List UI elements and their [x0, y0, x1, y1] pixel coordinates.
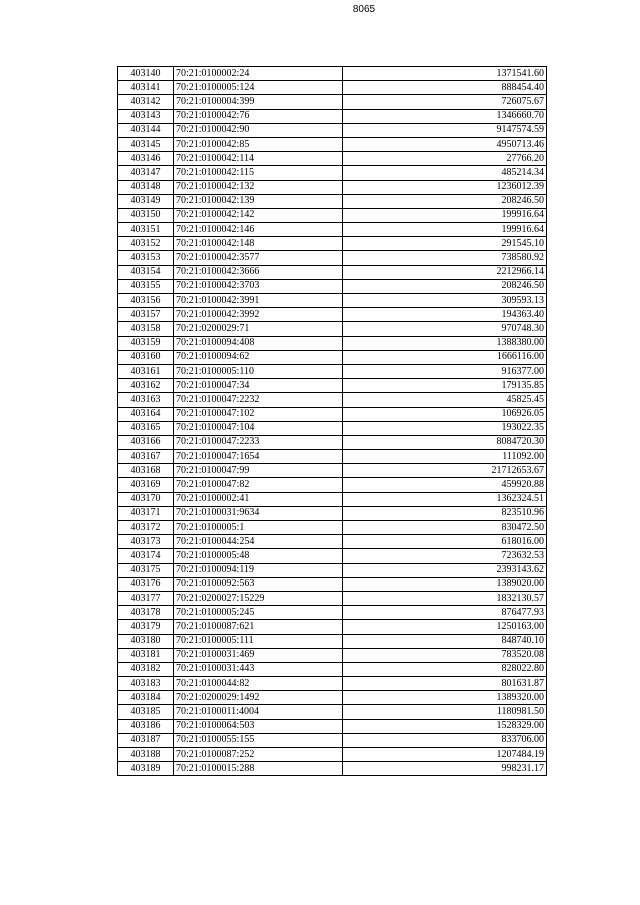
row-number-cell: 403166 — [118, 435, 174, 449]
cadastral-value-cell: 876477.93 — [343, 606, 547, 620]
cadastral-value-cell: 1666116.00 — [343, 350, 547, 364]
table-row — [118, 748, 547, 762]
cadastral-number-cell: 70:21:0100042:142 — [174, 208, 343, 222]
cadastral-number-cell: 70:21:0100005:1 — [174, 521, 343, 535]
table-row — [118, 166, 547, 180]
table-row — [118, 364, 547, 378]
row-number-cell: 403143 — [118, 109, 174, 123]
cadastral-value-cell: 179135.85 — [343, 379, 547, 393]
table-row — [118, 719, 547, 733]
cadastral-value-cell: 9147574.59 — [343, 123, 547, 137]
table-body — [118, 67, 547, 776]
row-number-cell: 403147 — [118, 166, 174, 180]
table-row — [118, 662, 547, 676]
table-row — [118, 435, 547, 449]
cadastral-value-cell: 1388380.00 — [343, 336, 547, 350]
cadastral-number-cell: 70:21:0200027:15229 — [174, 591, 343, 605]
cadastral-value-cell: 1389320.00 — [343, 691, 547, 705]
row-number-cell: 403172 — [118, 521, 174, 535]
table-row — [118, 407, 547, 421]
cadastral-number-cell: 70:21:0100042:3703 — [174, 279, 343, 293]
row-number-cell: 403171 — [118, 506, 174, 520]
cadastral-number-cell: 70:21:0100005:124 — [174, 81, 343, 95]
cadastral-number-cell: 70:21:0100042:139 — [174, 194, 343, 208]
cadastral-number-cell: 70:21:0100042:76 — [174, 109, 343, 123]
cadastral-number-cell: 70:21:0100004:399 — [174, 95, 343, 109]
cadastral-number-cell: 70:21:0100047:104 — [174, 421, 343, 435]
row-number-cell: 403141 — [118, 81, 174, 95]
cadastral-number-cell: 70:21:0100005:110 — [174, 364, 343, 378]
cadastral-value-cell: 8084720.30 — [343, 435, 547, 449]
table-row — [118, 691, 547, 705]
cadastral-number-cell: 70:21:0100047:102 — [174, 407, 343, 421]
cadastral-number-cell: 70:21:0100042:3666 — [174, 265, 343, 279]
cadastral-value-cell: 193022.35 — [343, 421, 547, 435]
row-number-cell: 403158 — [118, 322, 174, 336]
cadastral-number-cell: 70:21:0100047:82 — [174, 478, 343, 492]
cadastral-number-cell: 70:21:0100047:2232 — [174, 393, 343, 407]
cadastral-value-cell: 783520.08 — [343, 648, 547, 662]
table-row — [118, 379, 547, 393]
cadastral-value-cell: 1389020.00 — [343, 577, 547, 591]
table-row — [118, 762, 547, 776]
cadastral-value-cell: 21712653.67 — [343, 464, 547, 478]
table-row — [118, 308, 547, 322]
cadastral-number-cell: 70:21:0100042:148 — [174, 237, 343, 251]
cadastral-number-cell: 70:21:0100047:2233 — [174, 435, 343, 449]
table-row — [118, 109, 547, 123]
cadastral-number-cell: 70:21:0100055:155 — [174, 733, 343, 747]
table-row — [118, 677, 547, 691]
table-row — [118, 464, 547, 478]
row-number-cell: 403164 — [118, 407, 174, 421]
table-row — [118, 123, 547, 137]
row-number-cell: 403176 — [118, 577, 174, 591]
cadastral-value-cell: 828022.80 — [343, 662, 547, 676]
table-row — [118, 478, 547, 492]
table-row — [118, 606, 547, 620]
row-number-cell: 403178 — [118, 606, 174, 620]
table-row — [118, 492, 547, 506]
table-row — [118, 521, 547, 535]
table-row — [118, 152, 547, 166]
cadastral-number-cell: 70:21:0100092:563 — [174, 577, 343, 591]
cadastral-number-cell: 70:21:0100005:111 — [174, 634, 343, 648]
row-number-cell: 403177 — [118, 591, 174, 605]
table-row — [118, 322, 547, 336]
row-number-cell: 403146 — [118, 152, 174, 166]
row-number-cell: 403173 — [118, 535, 174, 549]
row-number-cell: 403175 — [118, 563, 174, 577]
row-number-cell: 403167 — [118, 450, 174, 464]
cadastral-value-cell: 801631.87 — [343, 677, 547, 691]
row-number-cell: 403181 — [118, 648, 174, 662]
table-row — [118, 336, 547, 350]
cadastral-number-cell: 70:21:0100031:443 — [174, 662, 343, 676]
table-row — [118, 563, 547, 577]
cadastral-value-table — [117, 66, 547, 776]
table-row — [118, 194, 547, 208]
cadastral-number-cell: 70:21:0100011:4004 — [174, 705, 343, 719]
cadastral-number-cell: 70:21:0100042:115 — [174, 166, 343, 180]
row-number-cell: 403184 — [118, 691, 174, 705]
table-row — [118, 535, 547, 549]
cadastral-value-cell: 199916.64 — [343, 223, 547, 237]
cadastral-number-cell: 70:21:0100094:119 — [174, 563, 343, 577]
table-row — [118, 95, 547, 109]
cadastral-number-cell: 70:21:0100044:82 — [174, 677, 343, 691]
row-number-cell: 403155 — [118, 279, 174, 293]
cadastral-number-cell: 70:21:0100002:41 — [174, 492, 343, 506]
cadastral-number-cell: 70:21:0100044:254 — [174, 535, 343, 549]
table-row — [118, 237, 547, 251]
cadastral-number-cell: 70:21:0100094:62 — [174, 350, 343, 364]
row-number-cell: 403187 — [118, 733, 174, 747]
row-number-cell: 403170 — [118, 492, 174, 506]
row-number-cell: 403160 — [118, 350, 174, 364]
cadastral-number-cell: 70:21:0100031:9634 — [174, 506, 343, 520]
table-row — [118, 450, 547, 464]
cadastral-value-cell: 970748.30 — [343, 322, 547, 336]
row-number-cell: 403179 — [118, 620, 174, 634]
cadastral-number-cell: 70:21:0200029:71 — [174, 322, 343, 336]
cadastral-number-cell: 70:21:0200029:1492 — [174, 691, 343, 705]
cadastral-number-cell: 70:21:0100064:503 — [174, 719, 343, 733]
row-number-cell: 403153 — [118, 251, 174, 265]
row-number-cell: 403157 — [118, 308, 174, 322]
row-number-cell: 403149 — [118, 194, 174, 208]
cadastral-number-cell: 70:21:0100005:48 — [174, 549, 343, 563]
row-number-cell: 403159 — [118, 336, 174, 350]
table-row — [118, 393, 547, 407]
cadastral-value-cell: 1528329.00 — [343, 719, 547, 733]
row-number-cell: 403144 — [118, 123, 174, 137]
table-row — [118, 620, 547, 634]
table-row — [118, 733, 547, 747]
cadastral-number-cell: 70:21:0100047:34 — [174, 379, 343, 393]
cadastral-value-cell: 618016.00 — [343, 535, 547, 549]
cadastral-value-cell: 194363.40 — [343, 308, 547, 322]
row-number-cell: 403183 — [118, 677, 174, 691]
cadastral-value-cell: 888454.40 — [343, 81, 547, 95]
cadastral-number-cell: 70:21:0100094:408 — [174, 336, 343, 350]
cadastral-value-cell: 4950713.46 — [343, 137, 547, 151]
table-row — [118, 591, 547, 605]
cadastral-value-cell: 726075.67 — [343, 95, 547, 109]
cadastral-value-cell: 485214.34 — [343, 166, 547, 180]
row-number-cell: 403150 — [118, 208, 174, 222]
cadastral-number-cell: 70:21:0100031:469 — [174, 648, 343, 662]
row-number-cell: 403152 — [118, 237, 174, 251]
table-row — [118, 180, 547, 194]
table-row — [118, 137, 547, 151]
row-number-cell: 403189 — [118, 762, 174, 776]
cadastral-value-cell: 199916.64 — [343, 208, 547, 222]
cadastral-number-cell: 70:21:0100042:132 — [174, 180, 343, 194]
row-number-cell: 403140 — [118, 67, 174, 81]
cadastral-value-cell: 1346660.70 — [343, 109, 547, 123]
cadastral-value-cell: 998231.17 — [343, 762, 547, 776]
cadastral-value-cell: 723632.53 — [343, 549, 547, 563]
table-row — [118, 648, 547, 662]
cadastral-value-cell: 823510.96 — [343, 506, 547, 520]
row-number-cell: 403165 — [118, 421, 174, 435]
cadastral-value-cell: 208246.50 — [343, 194, 547, 208]
cadastral-value-cell: 111092.00 — [343, 450, 547, 464]
cadastral-value-cell: 830472.50 — [343, 521, 547, 535]
row-number-cell: 403151 — [118, 223, 174, 237]
cadastral-value-cell: 106926.05 — [343, 407, 547, 421]
table-row — [118, 251, 547, 265]
cadastral-value-cell: 833706.00 — [343, 733, 547, 747]
cadastral-number-cell: 70:21:0100042:114 — [174, 152, 343, 166]
row-number-cell: 403168 — [118, 464, 174, 478]
table-row — [118, 577, 547, 591]
cadastral-number-cell: 70:21:0100047:1654 — [174, 450, 343, 464]
row-number-cell: 403145 — [118, 137, 174, 151]
cadastral-value-cell: 1207484.19 — [343, 748, 547, 762]
row-number-cell: 403142 — [118, 95, 174, 109]
row-number-cell: 403180 — [118, 634, 174, 648]
table-row — [118, 223, 547, 237]
cadastral-number-cell: 70:21:0100087:621 — [174, 620, 343, 634]
row-number-cell: 403148 — [118, 180, 174, 194]
cadastral-number-cell: 70:21:0100015:288 — [174, 762, 343, 776]
cadastral-value-cell: 738580.92 — [343, 251, 547, 265]
cadastral-value-cell: 459920.88 — [343, 478, 547, 492]
cadastral-value-cell: 1832130.57 — [343, 591, 547, 605]
row-number-cell: 403188 — [118, 748, 174, 762]
table-row — [118, 294, 547, 308]
cadastral-number-cell: 70:21:0100047:99 — [174, 464, 343, 478]
table-row — [118, 705, 547, 719]
row-number-cell: 403154 — [118, 265, 174, 279]
cadastral-value-cell: 1371541.60 — [343, 67, 547, 81]
row-number-cell: 403185 — [118, 705, 174, 719]
row-number-cell: 403162 — [118, 379, 174, 393]
cadastral-value-cell: 1250163.00 — [343, 620, 547, 634]
table-row — [118, 279, 547, 293]
row-number-cell: 403161 — [118, 364, 174, 378]
table-row — [118, 81, 547, 95]
page-number: 8065 — [352, 4, 376, 15]
cadastral-value-cell: 916377.00 — [343, 364, 547, 378]
cadastral-number-cell: 70:21:0100042:90 — [174, 123, 343, 137]
table-row — [118, 208, 547, 222]
cadastral-number-cell: 70:21:0100005:245 — [174, 606, 343, 620]
row-number-cell: 403186 — [118, 719, 174, 733]
cadastral-value-cell: 208246.50 — [343, 279, 547, 293]
table-row — [118, 506, 547, 520]
cadastral-number-cell: 70:21:0100042:3991 — [174, 294, 343, 308]
cadastral-number-cell: 70:21:0100042:85 — [174, 137, 343, 151]
cadastral-value-cell: 291545.10 — [343, 237, 547, 251]
cadastral-number-cell: 70:21:0100042:3992 — [174, 308, 343, 322]
cadastral-number-cell: 70:21:0100042:3577 — [174, 251, 343, 265]
cadastral-value-cell: 309593.13 — [343, 294, 547, 308]
cadastral-number-cell: 70:21:0100042:146 — [174, 223, 343, 237]
cadastral-value-cell: 848740.10 — [343, 634, 547, 648]
table-row — [118, 67, 547, 81]
cadastral-number-cell: 70:21:0100002:24 — [174, 67, 343, 81]
row-number-cell: 403174 — [118, 549, 174, 563]
cadastral-value-cell: 27766.20 — [343, 152, 547, 166]
table-row — [118, 634, 547, 648]
cadastral-value-cell: 2393143.62 — [343, 563, 547, 577]
row-number-cell: 403182 — [118, 662, 174, 676]
cadastral-value-cell: 45825.45 — [343, 393, 547, 407]
cadastral-number-cell: 70:21:0100087:252 — [174, 748, 343, 762]
row-number-cell: 403169 — [118, 478, 174, 492]
cadastral-value-cell: 1180981.50 — [343, 705, 547, 719]
cadastral-value-cell: 1362324.51 — [343, 492, 547, 506]
cadastral-value-cell: 1236012.39 — [343, 180, 547, 194]
table-row — [118, 421, 547, 435]
row-number-cell: 403163 — [118, 393, 174, 407]
cadastral-value-cell: 2212966.14 — [343, 265, 547, 279]
table-row — [118, 549, 547, 563]
table-row — [118, 265, 547, 279]
row-number-cell: 403156 — [118, 294, 174, 308]
table-row — [118, 350, 547, 364]
